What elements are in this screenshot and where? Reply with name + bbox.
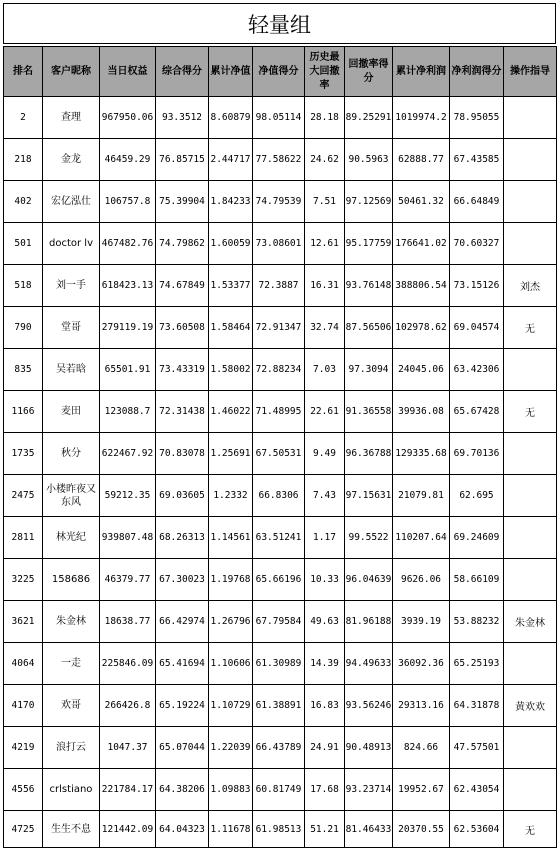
table-cell: 12.61 xyxy=(305,223,345,265)
table-cell: 47.57501 xyxy=(450,727,504,769)
table-cell: 1.25691 xyxy=(209,433,253,475)
table-cell: 46459.29 xyxy=(100,139,156,181)
table-cell: 堂哥 xyxy=(43,307,100,349)
table-cell: 4725 xyxy=(4,811,43,848)
table-cell: 49.63 xyxy=(305,601,345,643)
table-cell: 19952.67 xyxy=(393,769,450,811)
table-cell: 24.62 xyxy=(305,139,345,181)
table-cell: 91.36558 xyxy=(345,391,393,433)
table-cell: 81.46433 xyxy=(345,811,393,848)
table-cell: 65501.91 xyxy=(100,349,156,391)
table-row xyxy=(4,811,557,848)
table-row xyxy=(4,601,557,643)
table-cell: 967950.06 xyxy=(100,97,156,139)
table-cell: 61.98513 xyxy=(253,811,305,848)
table-row xyxy=(4,475,557,517)
table-cell: 17.68 xyxy=(305,769,345,811)
table-cell: 73.43319 xyxy=(156,349,209,391)
spreadsheet xyxy=(3,3,556,837)
table-cell: 无 xyxy=(504,811,557,848)
table-cell: 32.74 xyxy=(305,307,345,349)
table-cell: 1735 xyxy=(4,433,43,475)
table-row xyxy=(4,433,557,475)
table-cell: 69.04574 xyxy=(450,307,504,349)
table-cell: 388806.54 xyxy=(393,265,450,307)
table-cell: 218 xyxy=(4,139,43,181)
table-cell: 39936.08 xyxy=(393,391,450,433)
header-row xyxy=(4,47,557,97)
table-cell: 622467.92 xyxy=(100,433,156,475)
column-header: 历史最大回撤率 xyxy=(305,47,345,97)
table-cell: 24045.06 xyxy=(393,349,450,391)
table-cell: 2 xyxy=(4,97,43,139)
table-cell xyxy=(504,139,557,181)
table-cell: 24.91 xyxy=(305,727,345,769)
table-cell: 1047.37 xyxy=(100,727,156,769)
table-cell: 麦田 xyxy=(43,391,100,433)
table-cell: 62888.77 xyxy=(393,139,450,181)
table-cell: 宏亿泓仕 xyxy=(43,181,100,223)
table-cell: 279119.19 xyxy=(100,307,156,349)
table-cell xyxy=(504,727,557,769)
table-cell xyxy=(504,475,557,517)
table-cell: 66.43789 xyxy=(253,727,305,769)
table-cell: 黄欢欢 xyxy=(504,685,557,727)
table-cell: 60.81749 xyxy=(253,769,305,811)
table-cell: 刘杰 xyxy=(504,265,557,307)
table-cell: 90.48913 xyxy=(345,727,393,769)
table-cell: 65.67428 xyxy=(450,391,504,433)
table-cell: 金龙 xyxy=(43,139,100,181)
table-cell: 65.41694 xyxy=(156,643,209,685)
table-cell: 158686 xyxy=(43,559,100,601)
table-cell: 74.79539 xyxy=(253,181,305,223)
table-cell: 73.60508 xyxy=(156,307,209,349)
table-row xyxy=(4,181,557,223)
table-cell: 1.14561 xyxy=(209,517,253,559)
table-cell: 4556 xyxy=(4,769,43,811)
table-cell: 吴若晗 xyxy=(43,349,100,391)
table-cell: 501 xyxy=(4,223,43,265)
table-cell: 72.88234 xyxy=(253,349,305,391)
table-cell: 74.79862 xyxy=(156,223,209,265)
table-cell xyxy=(504,181,557,223)
table-cell: 生生不息 xyxy=(43,811,100,848)
table-cell: 96.04639 xyxy=(345,559,393,601)
table-cell: 93.23714 xyxy=(345,769,393,811)
column-header: 累计净值 xyxy=(209,47,253,97)
table-cell: 58.66109 xyxy=(450,559,504,601)
table-cell: 68.26313 xyxy=(156,517,209,559)
table-cell: 70.60327 xyxy=(450,223,504,265)
table-cell: 1.11678 xyxy=(209,811,253,848)
table-cell: 225846.09 xyxy=(100,643,156,685)
table-cell: 62.43054 xyxy=(450,769,504,811)
table-cell: 2811 xyxy=(4,517,43,559)
column-header: 回撤率得分 xyxy=(345,47,393,97)
table-cell: 刘一手 xyxy=(43,265,100,307)
table-cell: 1019974.2 xyxy=(393,97,450,139)
table-cell: 7.43 xyxy=(305,475,345,517)
table-cell: 53.88232 xyxy=(450,601,504,643)
sheet-title: 轻量组 xyxy=(3,3,556,44)
table-cell: 65.19224 xyxy=(156,685,209,727)
table-cell: 3225 xyxy=(4,559,43,601)
table-cell: 65.25193 xyxy=(450,643,504,685)
table-cell: 824.66 xyxy=(393,727,450,769)
table-cell: 97.3094 xyxy=(345,349,393,391)
table-cell: 618423.13 xyxy=(100,265,156,307)
table-cell: 22.61 xyxy=(305,391,345,433)
table-cell: 29313.16 xyxy=(393,685,450,727)
table-cell: 小楼昨夜又东风 xyxy=(43,475,100,517)
table-cell: 21079.81 xyxy=(393,475,450,517)
table-cell: 518 xyxy=(4,265,43,307)
table-cell: 4170 xyxy=(4,685,43,727)
table-row xyxy=(4,643,557,685)
table-cell: 176641.02 xyxy=(393,223,450,265)
table-cell: 3621 xyxy=(4,601,43,643)
table-cell: 16.31 xyxy=(305,265,345,307)
column-header: 净值得分 xyxy=(253,47,305,97)
table-cell: 71.48995 xyxy=(253,391,305,433)
table-cell xyxy=(504,643,557,685)
table-cell: 2475 xyxy=(4,475,43,517)
table-row xyxy=(4,307,557,349)
table-cell xyxy=(504,517,557,559)
table-cell: 98.05114 xyxy=(253,97,305,139)
table-cell: 221784.17 xyxy=(100,769,156,811)
table-cell xyxy=(504,97,557,139)
table-cell: doctor lv xyxy=(43,223,100,265)
table-row xyxy=(4,769,557,811)
table-cell: 4064 xyxy=(4,643,43,685)
table-cell: 65.66196 xyxy=(253,559,305,601)
table-cell: 64.04323 xyxy=(156,811,209,848)
table-cell: 87.56506 xyxy=(345,307,393,349)
table-cell: 402 xyxy=(4,181,43,223)
table-cell: 36092.36 xyxy=(393,643,450,685)
table-cell: 63.51241 xyxy=(253,517,305,559)
column-header: 排名 xyxy=(4,47,43,97)
table-cell: 73.15126 xyxy=(450,265,504,307)
table-cell xyxy=(504,769,557,811)
table-cell: 61.38891 xyxy=(253,685,305,727)
table-cell: 66.42974 xyxy=(156,601,209,643)
table-cell: 1.84233 xyxy=(209,181,253,223)
table-cell: 790 xyxy=(4,307,43,349)
table-cell: 93.3512 xyxy=(156,97,209,139)
table-row xyxy=(4,349,557,391)
table-cell: 9626.06 xyxy=(393,559,450,601)
table-cell: 1.10729 xyxy=(209,685,253,727)
table-cell: 1.2332 xyxy=(209,475,253,517)
table-cell: 61.30989 xyxy=(253,643,305,685)
table-cell: 林光纪 xyxy=(43,517,100,559)
table-cell: 3939.19 xyxy=(393,601,450,643)
table-cell: 93.76148 xyxy=(345,265,393,307)
table-cell: 65.07044 xyxy=(156,727,209,769)
table-cell: 129335.68 xyxy=(393,433,450,475)
table-body xyxy=(4,97,557,848)
table-cell: 93.56246 xyxy=(345,685,393,727)
table-cell: 46379.77 xyxy=(100,559,156,601)
table-cell: 7.51 xyxy=(305,181,345,223)
table-cell: 97.15631 xyxy=(345,475,393,517)
table-cell: 朱金林 xyxy=(43,601,100,643)
table-cell: 18638.77 xyxy=(100,601,156,643)
table-cell: 835 xyxy=(4,349,43,391)
table-cell: 78.95055 xyxy=(450,97,504,139)
table-cell: 1.10606 xyxy=(209,643,253,685)
table-cell: 939807.48 xyxy=(100,517,156,559)
table-cell: 1.58464 xyxy=(209,307,253,349)
table-cell: 7.03 xyxy=(305,349,345,391)
table-cell: 76.85715 xyxy=(156,139,209,181)
table-cell: 9.49 xyxy=(305,433,345,475)
table-cell: 102978.62 xyxy=(393,307,450,349)
table-cell: 1.46022 xyxy=(209,391,253,433)
table-cell: 72.31438 xyxy=(156,391,209,433)
table-cell: 95.17759 xyxy=(345,223,393,265)
table-cell: crlstiano xyxy=(43,769,100,811)
column-header: 净利润得分 xyxy=(450,47,504,97)
table-cell: 72.3887 xyxy=(253,265,305,307)
table-cell: 无 xyxy=(504,307,557,349)
table-cell xyxy=(504,559,557,601)
column-header: 操作指导 xyxy=(504,47,557,97)
table-cell: 朱金林 xyxy=(504,601,557,643)
table-cell: 75.39904 xyxy=(156,181,209,223)
table-cell: 1.19768 xyxy=(209,559,253,601)
table-cell: 90.5963 xyxy=(345,139,393,181)
table-cell: 96.36788 xyxy=(345,433,393,475)
table-cell: 1.53377 xyxy=(209,265,253,307)
table-cell: 14.39 xyxy=(305,643,345,685)
table-cell: 106757.8 xyxy=(100,181,156,223)
table-cell: 64.38206 xyxy=(156,769,209,811)
table-cell: 72.91347 xyxy=(253,307,305,349)
table-cell: 73.08601 xyxy=(253,223,305,265)
table-cell: 63.42306 xyxy=(450,349,504,391)
table-cell: 69.24609 xyxy=(450,517,504,559)
table-cell: 62.53604 xyxy=(450,811,504,848)
table-cell: 一走 xyxy=(43,643,100,685)
table-cell: 69.70136 xyxy=(450,433,504,475)
table-cell: 70.83078 xyxy=(156,433,209,475)
table-row xyxy=(4,391,557,433)
table-cell: 查理 xyxy=(43,97,100,139)
table-cell: 秋分 xyxy=(43,433,100,475)
table-cell: 123088.7 xyxy=(100,391,156,433)
table-cell: 20370.55 xyxy=(393,811,450,848)
table-cell xyxy=(504,433,557,475)
column-header: 综合得分 xyxy=(156,47,209,97)
table-cell: 67.43585 xyxy=(450,139,504,181)
table-cell: 97.12569 xyxy=(345,181,393,223)
table-cell: 77.58622 xyxy=(253,139,305,181)
table-row xyxy=(4,223,557,265)
table-cell: 59212.35 xyxy=(100,475,156,517)
table-row xyxy=(4,727,557,769)
table-cell: 2.44717 xyxy=(209,139,253,181)
table-cell: 89.25291 xyxy=(345,97,393,139)
table-row xyxy=(4,685,557,727)
table-cell: 4219 xyxy=(4,727,43,769)
table-cell xyxy=(504,223,557,265)
table-cell: 10.33 xyxy=(305,559,345,601)
table-row xyxy=(4,517,557,559)
table-cell: 64.31878 xyxy=(450,685,504,727)
table-cell: 1.09883 xyxy=(209,769,253,811)
column-header: 客户昵称 xyxy=(43,47,100,97)
table-cell: 1.22039 xyxy=(209,727,253,769)
table-cell: 1166 xyxy=(4,391,43,433)
table-cell: 74.67849 xyxy=(156,265,209,307)
table-row xyxy=(4,559,557,601)
table-cell: 67.79584 xyxy=(253,601,305,643)
table-cell: 121442.09 xyxy=(100,811,156,848)
table-cell: 69.03605 xyxy=(156,475,209,517)
table-cell: 51.21 xyxy=(305,811,345,848)
table-cell: 16.83 xyxy=(305,685,345,727)
table-cell: 欢哥 xyxy=(43,685,100,727)
table-cell: 94.49633 xyxy=(345,643,393,685)
table-cell: 110207.64 xyxy=(393,517,450,559)
table-cell: 1.26796 xyxy=(209,601,253,643)
column-header: 当日权益 xyxy=(100,47,156,97)
table-cell: 62.695 xyxy=(450,475,504,517)
table-row xyxy=(4,97,557,139)
table-cell: 1.58002 xyxy=(209,349,253,391)
table-cell: 1.17 xyxy=(305,517,345,559)
table-cell: 1.60059 xyxy=(209,223,253,265)
table-cell: 266426.8 xyxy=(100,685,156,727)
table-row xyxy=(4,139,557,181)
table-cell: 467482.76 xyxy=(100,223,156,265)
table-cell: 66.8306 xyxy=(253,475,305,517)
table-cell: 浪打云 xyxy=(43,727,100,769)
table-cell xyxy=(504,349,557,391)
table-cell: 8.60879 xyxy=(209,97,253,139)
table-row xyxy=(4,265,557,307)
table-cell: 67.50531 xyxy=(253,433,305,475)
column-header: 累计净利润 xyxy=(393,47,450,97)
table-cell: 50461.32 xyxy=(393,181,450,223)
table-cell: 81.96188 xyxy=(345,601,393,643)
table-cell: 67.30023 xyxy=(156,559,209,601)
table-cell: 66.64849 xyxy=(450,181,504,223)
table-cell: 28.18 xyxy=(305,97,345,139)
ranking-table xyxy=(3,46,557,848)
table-cell: 99.5522 xyxy=(345,517,393,559)
table-cell: 无 xyxy=(504,391,557,433)
